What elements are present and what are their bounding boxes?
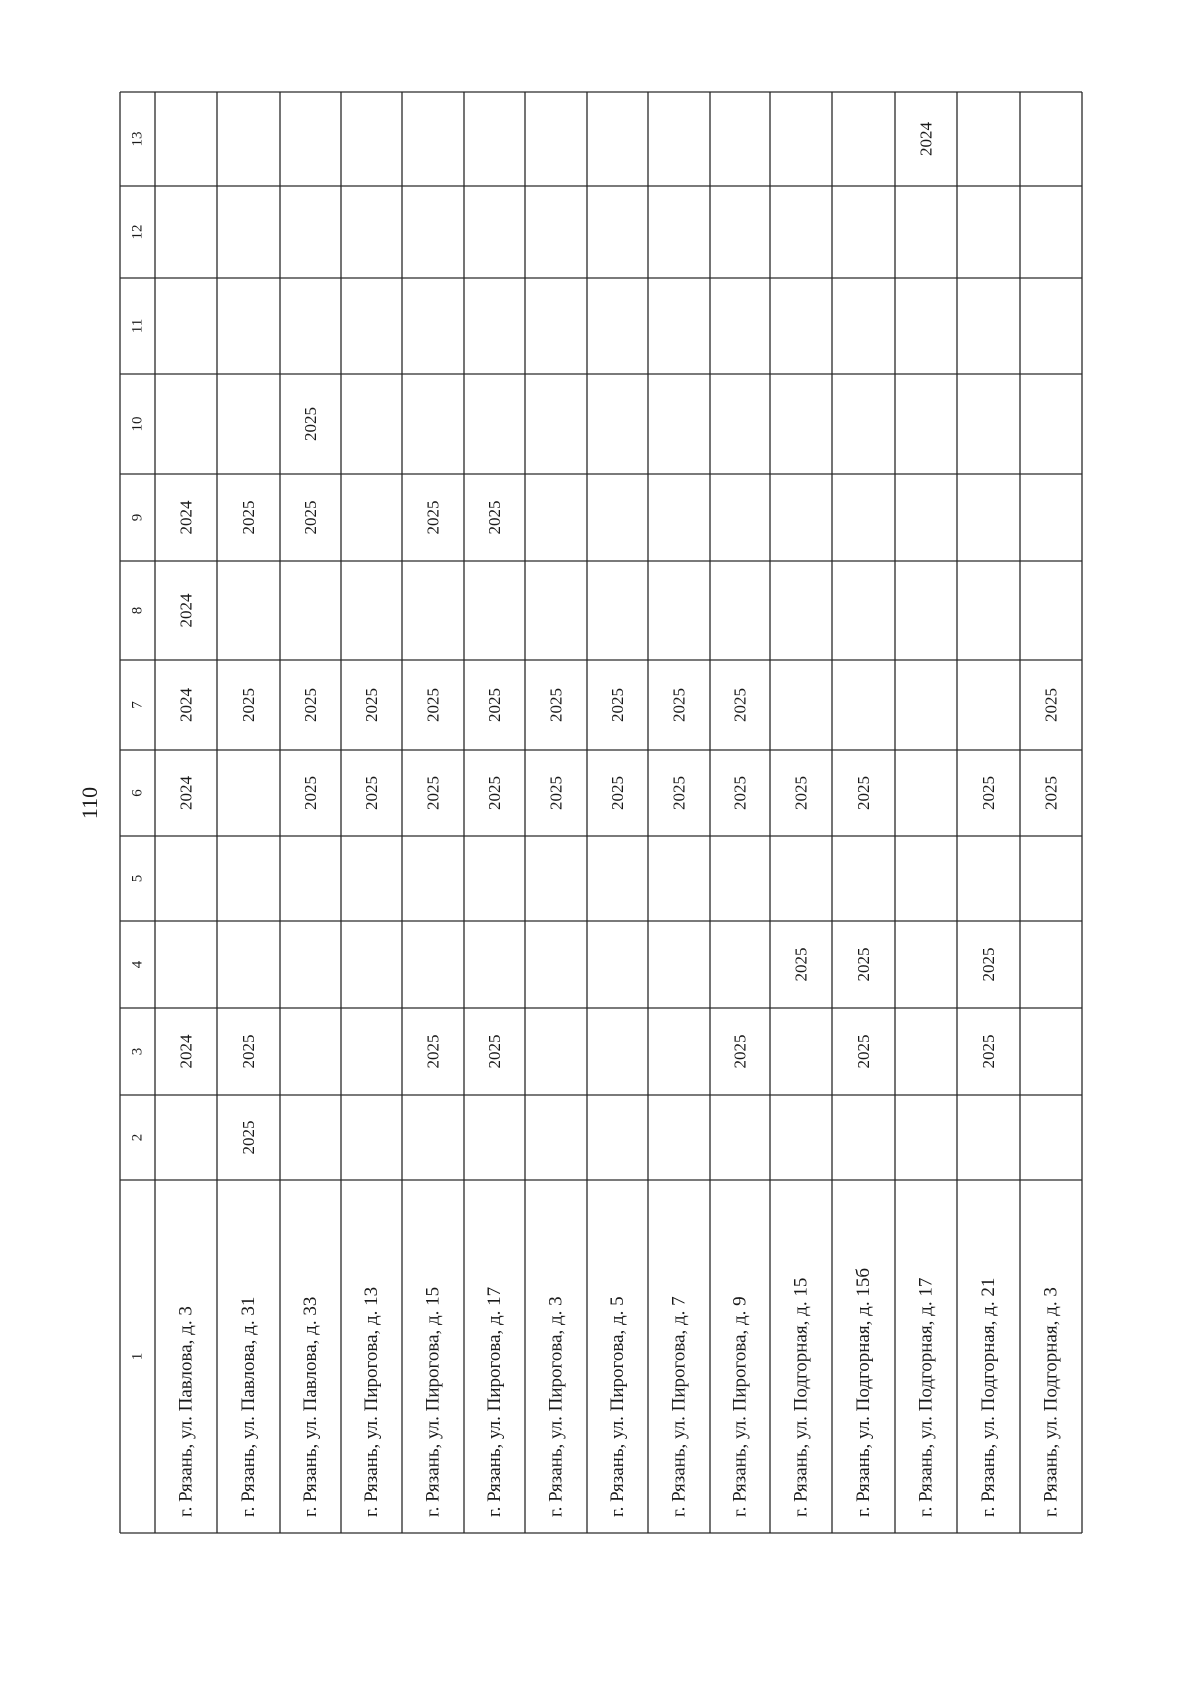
- column-header-11: 11: [129, 318, 146, 334]
- column-header-9: 9: [129, 513, 146, 522]
- row-address: г. Рязань, ул. Павлова, д. 31: [238, 1296, 259, 1517]
- year-cell: 2025: [485, 688, 504, 722]
- year-cell: 2025: [301, 500, 320, 535]
- column-header-13: 13: [129, 131, 146, 147]
- year-cell: 2025: [979, 947, 998, 982]
- row-address: г. Рязань, ул. Пирогова, д. 3: [545, 1296, 567, 1517]
- row-address: г. Рязань, ул. Пирогова, д. 9: [729, 1296, 751, 1517]
- year-cell: 2025: [979, 776, 998, 810]
- year-cell: 2025: [730, 776, 750, 810]
- row-address: г. Рязань, ул. Подгорная, д. 21: [978, 1277, 999, 1517]
- year-cell: 2025: [239, 1034, 258, 1069]
- row-address: г. Рязань, ул. Павлова, д. 33: [300, 1296, 321, 1517]
- row-address: г. Рязань, ул. Пирогова, д. 5: [607, 1296, 628, 1517]
- year-cell: 2025: [301, 776, 320, 810]
- year-cell: 2025: [485, 1034, 504, 1069]
- year-cell: 2025: [979, 1034, 998, 1069]
- column-header-1: 1: [129, 1352, 146, 1361]
- row-address: г. Рязань, ул. Пирогова, д. 17: [484, 1286, 505, 1517]
- year-cell: 2025: [854, 1034, 873, 1069]
- year-cell: 2025: [423, 500, 443, 535]
- table-grid: [120, 92, 1082, 1533]
- row-address: г. Рязань, ул. Подгорная, д. 3: [1040, 1287, 1062, 1517]
- year-cell: 2025: [239, 688, 258, 722]
- year-cell: 2025: [791, 776, 811, 810]
- row-address: г. Рязань, ул. Пирогова, д. 7: [668, 1296, 690, 1517]
- year-cell: 2025: [669, 776, 689, 810]
- year-cell: 2024: [916, 122, 936, 156]
- year-cell: 2025: [608, 776, 627, 810]
- year-cell: 2025: [1041, 776, 1061, 810]
- year-cell: 2025: [791, 947, 811, 982]
- row-address: г. Рязань, ул. Пирогова, д. 15: [422, 1286, 444, 1517]
- column-header-8: 8: [129, 606, 146, 615]
- year-cell: 2025: [301, 688, 320, 722]
- year-cell: 2025: [730, 1034, 750, 1069]
- year-cell: 2025: [362, 688, 381, 722]
- year-cell: 2024: [176, 776, 196, 810]
- year-cell: 2025: [546, 776, 566, 810]
- year-cell: 2024: [176, 688, 196, 722]
- year-cell: 2024: [176, 593, 196, 628]
- row-address: г. Рязань, ул. Пирогова, д. 13: [361, 1286, 382, 1517]
- year-cell: 2025: [423, 1034, 443, 1069]
- column-header-5: 5: [129, 874, 146, 883]
- year-cell: 2025: [854, 776, 873, 810]
- table-texts: [130, 122, 1062, 1518]
- column-header-6: 6: [129, 789, 146, 797]
- column-header-10: 10: [129, 416, 146, 432]
- column-header-7: 7: [129, 701, 146, 709]
- year-cell: 2025: [423, 776, 443, 810]
- column-header-3: 3: [129, 1047, 146, 1056]
- year-cell: 2024: [176, 1034, 196, 1069]
- year-cell: 2025: [301, 407, 320, 441]
- column-header-4: 4: [129, 960, 146, 969]
- year-cell: 2025: [423, 688, 443, 722]
- column-header-2: 2: [129, 1133, 146, 1142]
- year-cell: 2025: [239, 1120, 258, 1155]
- page-number: 110: [77, 786, 102, 820]
- year-cell: 2025: [1041, 688, 1061, 722]
- year-cell: 2025: [239, 500, 258, 535]
- year-cell: 2025: [485, 776, 504, 810]
- year-cell: 2024: [176, 500, 196, 535]
- year-cell: 2025: [546, 688, 566, 722]
- row-address: г. Рязань, ул. Подгорная, д. 15: [790, 1277, 812, 1517]
- year-cell: 2025: [854, 947, 873, 982]
- year-cell: 2025: [362, 776, 381, 810]
- year-cell: 2025: [669, 688, 689, 722]
- column-header-12: 12: [129, 224, 146, 240]
- year-cell: 2025: [730, 688, 750, 722]
- year-cell: 2025: [485, 500, 504, 535]
- row-address: г. Рязань, ул. Подгорная, д. 17: [915, 1277, 937, 1517]
- row-address: г. Рязань, ул. Подгорная, д. 15б: [853, 1268, 874, 1517]
- row-address: г. Рязань, ул. Павлова, д. 3: [175, 1306, 197, 1517]
- year-cell: 2025: [608, 688, 627, 722]
